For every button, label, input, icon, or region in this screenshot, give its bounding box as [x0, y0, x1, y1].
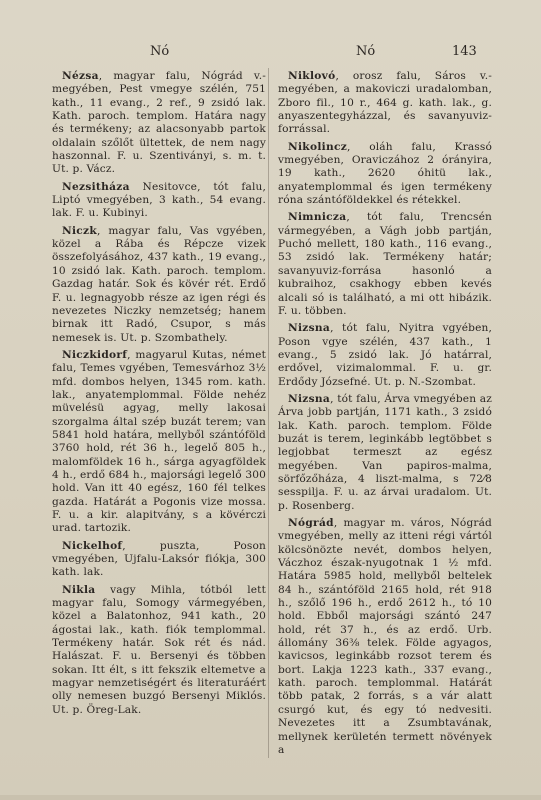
dictionary-entry [278, 70, 492, 137]
dictionary-entry [52, 584, 266, 717]
left-column [52, 70, 266, 721]
dictionary-entry [52, 540, 266, 580]
entry-headword: Niczk [62, 224, 98, 237]
page-header [0, 44, 541, 64]
entry-body: , magyar falu, Vas vgyében, közel a Rába és Répcze vizek összefolyásához, 437 kath., 19 evang., 10 zsidó lak. Kath. paroch. templom. Gazdag határ. Sok és kövér rét. Erdő F. u. legnagyobb része az igen régi és nevezetes Niczky nemzetség; hanem birnak itt Radó, Csupor, s más nemesek is. Ut. p. Szombathely. [52, 224, 266, 344]
entry-body: , tót falu, Nyitra vgyében, Poson vgye szélén, 437 kath., 1 evang., 5 zsidó lak. Jó határral, erdővel, vizimalommal. F. u. gr. Erdődy Józsefné. Ut. p. N.-Szombat. [278, 322, 492, 388]
entry-headword: Niczkidorf [62, 348, 128, 361]
entry-body: Nesitovce, tót falu, Liptó vmegyében, 3 kath., 54 evang. lak. F. u. Kubinyi. [52, 180, 266, 220]
entry-body: vagy Mihla, tótból lett magyar falu, Somogy vármegyében, közel a Balatonhoz, 941 kath., 20 ágostai lak., kath. fiók templommal. Termékeny határ. Sok rét és nád. Halászat. F. u. Bersenyi és többen sokan. Itt élt, s itt fekszik eltemetve a magyar nemzetiségért és literaturáért olly nemesen buzgó Bersenyi Miklós. Ut. p. Öreg-Lak. [52, 583, 266, 716]
entry-body: , magyar m. város, Nógrád vmegyében, melly az itteni régi vártól kölcsönözte nevét, dombos helyen, Váczhoz észak-nyugotnak 1 ½ mfd. Határa 5985 hold, mellyből beltelek 84 h., szántóföld 2165 hold, rét 918 h., szőlő 196 h., erdő 2612 h., tó 10 hold. Ebből majorsági szántó 247 hold, rét 37 h., és az erdő. Urb. állomány 36⅜ telek. Földe agyagos, kavicsos, leginkább rozsot terem és bort. Lakja 1223 kath., 337 evang., kath. paroch. templommal. Határát több patak, 2 forrás, s a vár alatt csurgó kut, és egy tó nedvesiti. Nevezetes itt a Zsumbtavának, mellynek kerületén termett növények a [278, 517, 492, 756]
entry-body: , puszta, Poson vmegyében, Ujfalu-Laksór fiókja, 300 kath. lak. [52, 539, 266, 579]
entry-body: , tót falu, Trencsén vármegyében, a Vágh jobb partján, Puchó mellett, 180 kath., 116 evang., 53 zsidó lak. Termékeny határ; savanyuviz-forrása hasonló a kubraihoz, csakhogy ebben kevés alcali só is található, a mi ott hibázik. F. u. többen. [278, 211, 492, 317]
dictionary-entry [52, 181, 266, 221]
entry-body: , magyar falu, Nógrád v.-megyében, Pest vmegye szélén, 751 kath., 11 evang., 2 ref., 9 zsidó lak. Kath. paroch. templom. Határa nagy és termékeny; az alacsonyabb partok oldalain szőlőt ültettek, de nem nagy haszonnal. F. u. Szentiványi, s. m. t. Ut. p. Vácz. [52, 70, 266, 176]
entry-headword: Nickelhof [62, 539, 123, 552]
entry-body: , orosz falu, Sáros v.-megyében, a makoviczi uradalomban, Zboro fil., 10 r., 464 g. kath. lak., g. anyaszentegyházzal, és savanyuviz-forrással. [278, 70, 492, 136]
dictionary-entry [278, 141, 492, 208]
dictionary-entry [52, 225, 266, 345]
dictionary-entry [278, 322, 492, 389]
entry-headword: Niklovó [288, 70, 336, 82]
page-edge [0, 795, 541, 800]
dictionary-entry [278, 393, 492, 513]
entry-headword: Nikla [62, 583, 96, 596]
dictionary-entry [52, 349, 266, 536]
column-divider [268, 68, 269, 758]
entry-headword: Nézsa [62, 70, 99, 82]
dictionary-entry [278, 517, 492, 757]
right-running-head: Nó [356, 44, 376, 59]
entry-headword: Nikolincz [288, 140, 348, 153]
dictionary-entry [278, 211, 492, 318]
entry-body: , tót falu, Árva vmegyében az Árva jobb partján, 1171 kath., 3 zsidó lak. Kath. paroch. templom. Földe buzát is terem, leginkább legtöbbet s legjobbat termeszt az egész megyében. Van papiros-malma, sörfőzőháza, 4 liszt-malma, s 72⁄8 sesspilja. F. u. az árvai uradalom. Ut. p. Rosenberg. [278, 392, 492, 512]
right-column [278, 70, 492, 761]
entry-headword: Nizsna [288, 322, 331, 335]
entry-headword: Nezsitháza [62, 180, 130, 193]
entry-body: , oláh falu, Krassó vmegyében, Oraviczához 2 órányira, 19 kath., 2620 óhitü lak., anyatemplommal és igen termékeny róna szántóföldekkel és rétekkel. [278, 140, 492, 207]
entry-body: , magyarul Kutas, német falu, Temes vgyében, Temesvárhoz 3½ mfd. dombos helyen, 1345 rom. kath. lak., anyatemplommal. Földe nehéz müvelésü agyag, melly lakosai szorgalma által szép buzát terem; van 5841 hold határa, mellyből szántóföld 3760 hold, rét 36 h., legelő 805 h., malomföldek 16 h., sárga agyagföldek 4 h., erdő 684 h., majorsági legelő 300 hold. Van itt 40 egész, 160 fél telkes gazda. Határát a Pogonis vize mossa. F. u. a kir. alapitvány, s a kövérczi urad. tartozik. [52, 348, 266, 535]
entry-headword: Nimnicza [288, 211, 347, 224]
entry-headword: Nógrád [288, 517, 334, 529]
dictionary-entry [52, 70, 266, 177]
left-running-head: Nó [150, 44, 170, 59]
entry-headword: Nizsna [288, 392, 331, 405]
page-number: 143 [452, 44, 477, 59]
